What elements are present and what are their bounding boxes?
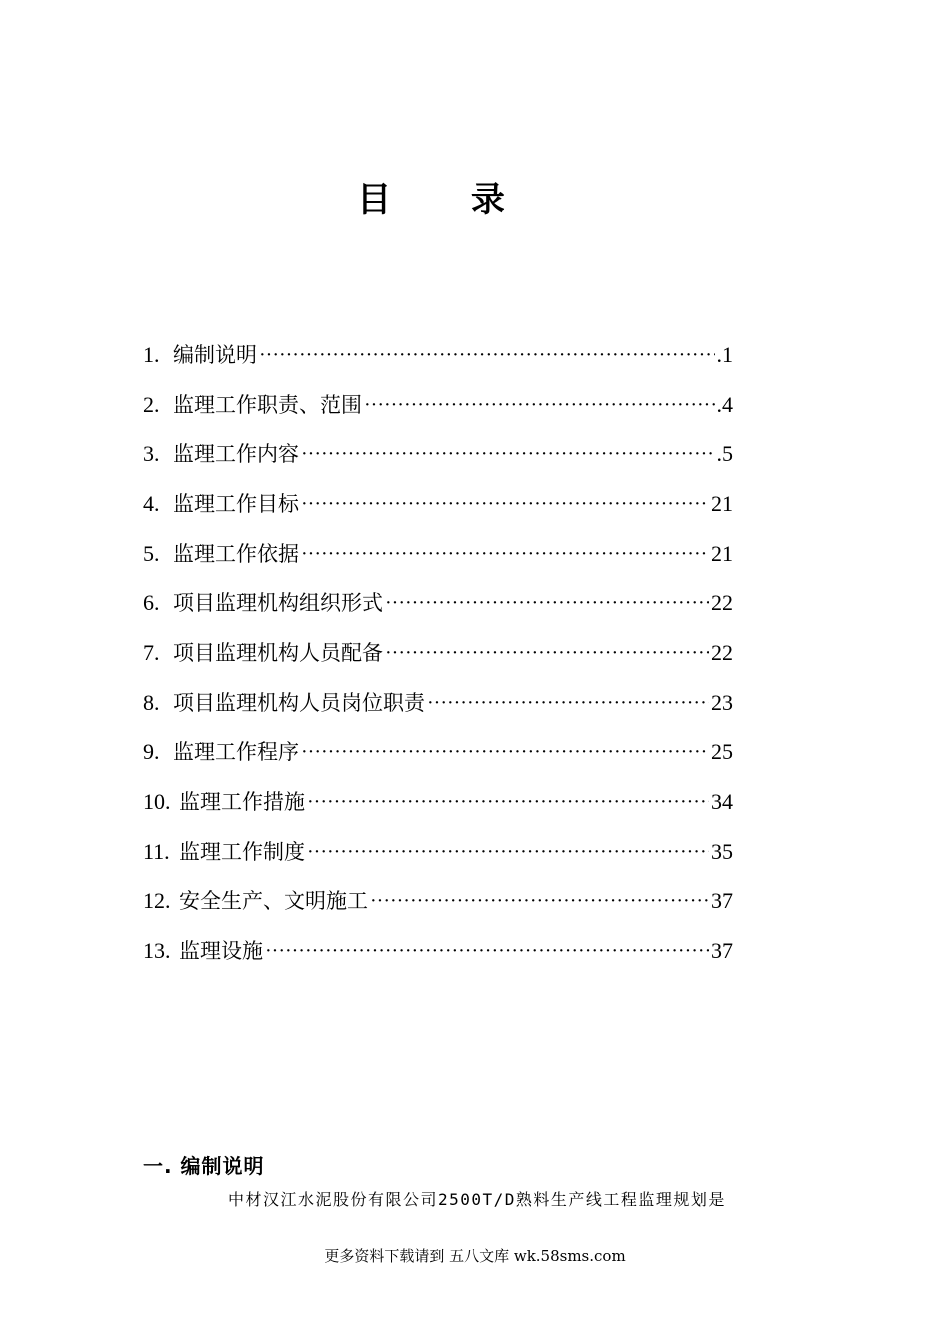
toc-entry-label: 监理工作目标 <box>173 491 299 516</box>
toc-entry-label: 项目监理机构人员岗位职责 <box>173 690 425 715</box>
toc-entry-page: 34 <box>711 789 733 815</box>
toc-dot-leader <box>385 588 709 618</box>
section-body-text: 中材汉江水泥股份有限公司2500T/D熟料生产线工程监理规划是 <box>228 1190 726 1209</box>
toc-dot-leader <box>301 539 709 569</box>
toc-entry-page: 23 <box>711 689 733 715</box>
toc-dot-leader <box>259 340 715 370</box>
toc-entry[interactable] <box>143 628 733 678</box>
toc-dot-leader <box>301 439 715 469</box>
page-title: 目 录 <box>357 180 539 220</box>
toc-entry-number: 11. <box>143 838 170 864</box>
toc-entry-number: 2. <box>143 391 160 417</box>
toc-entry-page: 37 <box>711 888 733 914</box>
toc-dot-leader <box>265 936 709 966</box>
toc-dot-leader <box>307 787 709 817</box>
toc-entry-page: 21 <box>711 540 733 566</box>
toc-entry-page: 22 <box>711 639 733 665</box>
toc-entry[interactable] <box>143 429 733 479</box>
toc-entry[interactable] <box>143 529 733 579</box>
page-footer: 更多资料下载请到 五八文库 wk.58sms.com <box>324 1247 626 1265</box>
toc-dot-leader <box>370 886 709 916</box>
toc-entry-page: 25 <box>711 739 733 765</box>
toc-entry-number: 9. <box>143 739 160 765</box>
toc-dot-leader <box>301 737 709 767</box>
toc-entry[interactable] <box>143 678 733 728</box>
toc-entry-label: 项目监理机构组织形式 <box>173 591 383 616</box>
toc-entry-label: 监理工作措施 <box>179 790 305 815</box>
toc-entry[interactable] <box>143 728 733 778</box>
toc-entry-number: 6. <box>143 590 160 616</box>
toc-dot-leader <box>364 390 715 420</box>
toc-entry-label: 编制说明 <box>173 342 257 367</box>
toc-entry-page: .4 <box>716 391 733 417</box>
toc-entry[interactable] <box>143 479 733 529</box>
toc-entry[interactable] <box>143 380 733 430</box>
toc-dot-leader <box>427 688 709 718</box>
toc-entry[interactable] <box>143 926 733 976</box>
toc-entry-number: 1. <box>143 341 160 367</box>
toc-entry[interactable] <box>143 877 733 927</box>
toc-entry-page: .5 <box>716 441 733 467</box>
toc-entry-number: 7. <box>143 639 160 665</box>
toc-dot-leader <box>385 638 709 668</box>
toc-entry-number: 5. <box>143 540 160 566</box>
toc-dot-leader <box>307 837 709 867</box>
toc-entry-number: 10. <box>143 789 171 815</box>
toc-entry-label: 监理设施 <box>179 939 263 964</box>
toc-entry-label: 监理工作制度 <box>179 839 305 864</box>
toc-entry-label: 项目监理机构人员配备 <box>173 640 383 665</box>
toc-entry-page: 22 <box>711 590 733 616</box>
toc-entry-page: .1 <box>716 341 733 367</box>
toc-entry[interactable] <box>143 777 733 827</box>
toc-entry-number: 8. <box>143 689 160 715</box>
toc-entry-number: 4. <box>143 490 160 516</box>
toc-entry-number: 12. <box>143 888 171 914</box>
toc-entry[interactable] <box>143 827 733 877</box>
toc-entry-page: 35 <box>711 838 733 864</box>
toc-entry-label: 监理工作程序 <box>173 740 299 765</box>
toc-entry-number: 13. <box>143 938 171 964</box>
toc-dot-leader <box>301 489 709 519</box>
section-heading: 一. 编制说明 <box>143 1154 265 1178</box>
toc-entry-label: 安全生产、文明施工 <box>179 889 368 914</box>
toc-entry-number: 3. <box>143 441 160 467</box>
toc-entry[interactable] <box>143 578 733 628</box>
toc-entry-page: 21 <box>711 490 733 516</box>
table-of-contents <box>143 330 733 976</box>
toc-entry[interactable] <box>143 330 733 380</box>
toc-entry-page: 37 <box>711 938 733 964</box>
toc-entry-label: 监理工作内容 <box>173 442 299 467</box>
toc-entry-label: 监理工作依据 <box>173 541 299 566</box>
toc-entry-label: 监理工作职责、范围 <box>173 392 362 417</box>
